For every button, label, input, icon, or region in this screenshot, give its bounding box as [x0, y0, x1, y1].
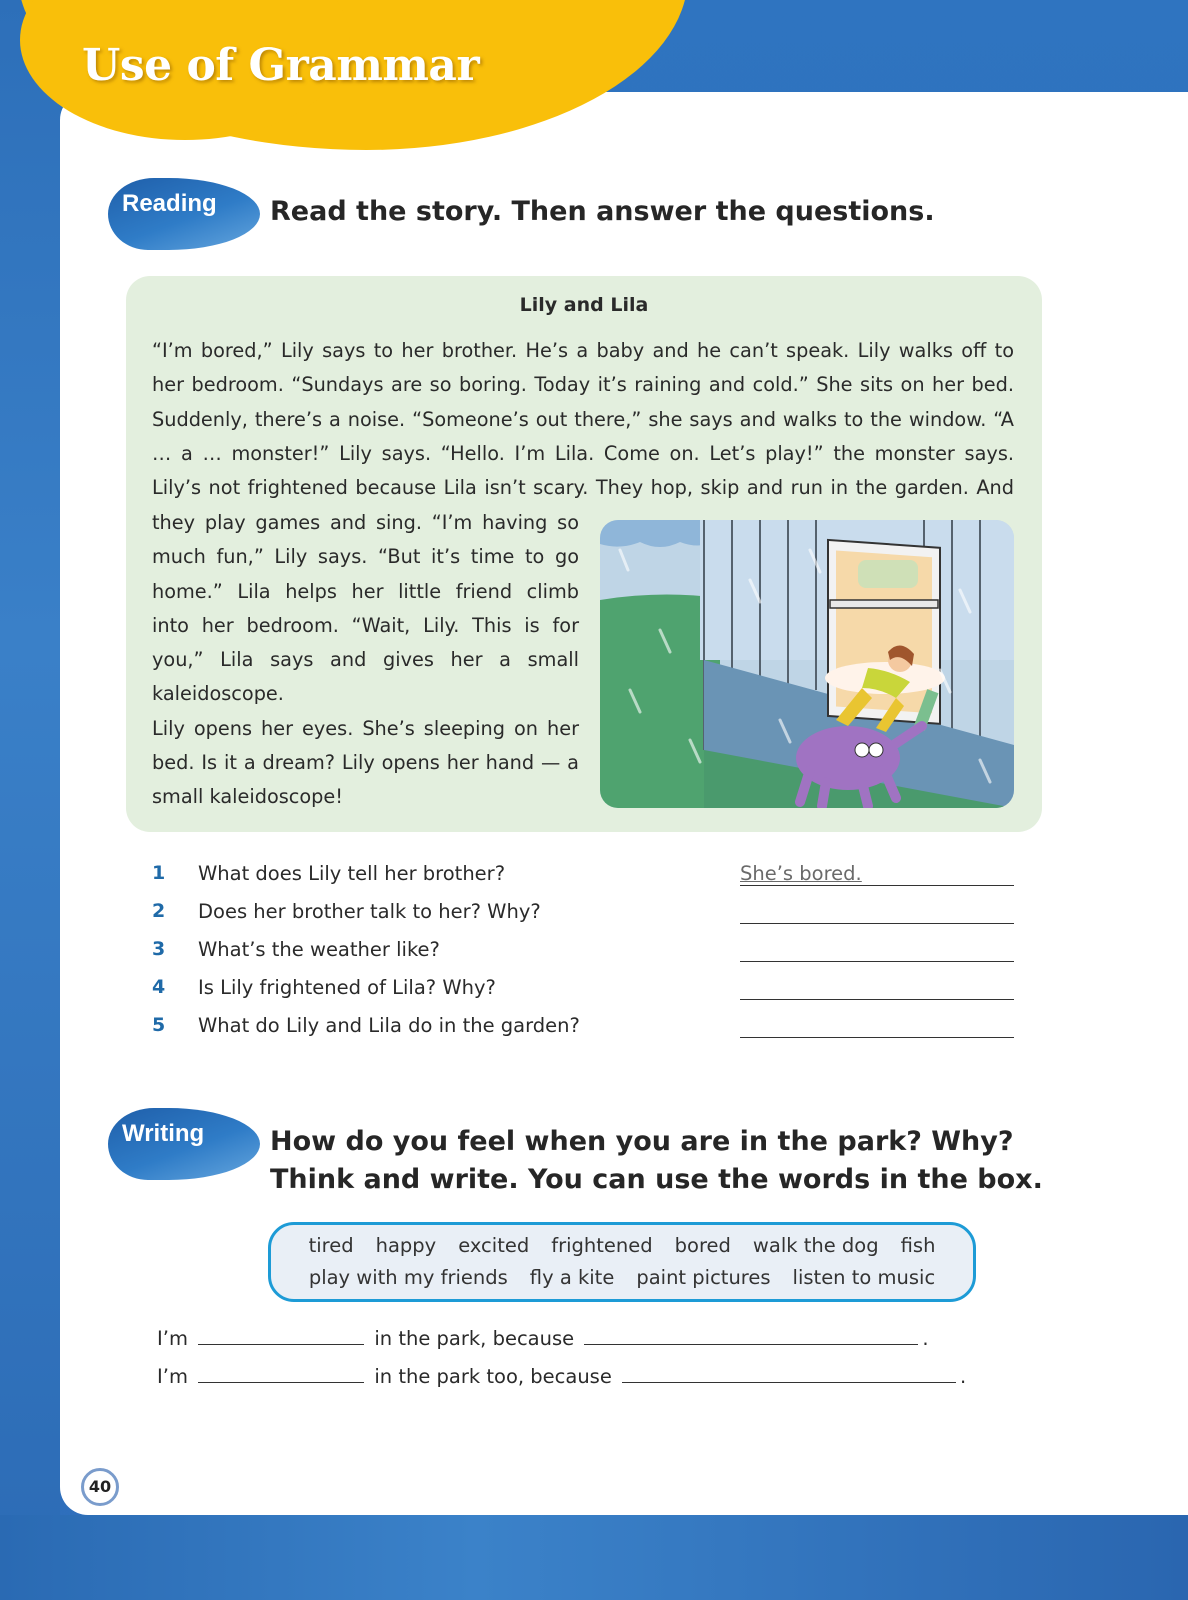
- question-text: What does Lily tell her brother?: [198, 862, 506, 885]
- writing-sentence-1: [157, 1324, 929, 1350]
- answer-example: She’s bored.: [740, 862, 862, 885]
- word-option: fish: [900, 1234, 936, 1257]
- sentence-end: .: [960, 1365, 967, 1388]
- reading-badge-label: Reading: [122, 190, 217, 217]
- question-text: Does her brother talk to her? Why?: [198, 900, 541, 923]
- question-text: What do Lily and Lila do in the garden?: [198, 1014, 580, 1037]
- question-row: [152, 1010, 1032, 1048]
- reading-instruction: Read the story. Then answer the questions.: [270, 196, 935, 227]
- question-number: 4: [152, 976, 166, 998]
- question-row: [152, 896, 1032, 934]
- question-number: 3: [152, 938, 166, 960]
- story-paragraph-column: they play games and sing. “I’m having so much fun,” Lily says. “But it’s time to go home.” Lila helps her little friend climb into her bedroom. “Wait, Lily. This is for you,” Lila says and gives her a small kaleidoscope.: [152, 511, 579, 706]
- page-number: 40: [81, 1468, 119, 1506]
- question-number: 2: [152, 900, 166, 922]
- word-option: frightened: [551, 1234, 653, 1257]
- answer-line[interactable]: [740, 885, 1014, 886]
- question-row: [152, 972, 1032, 1010]
- word-option: play with my friends: [308, 1266, 508, 1289]
- question-text: Is Lily frightened of Lila? Why?: [198, 976, 496, 999]
- feeling-blank[interactable]: [198, 1362, 364, 1383]
- writing-instruction-line1: How do you feel when you are in the park? Why?: [270, 1126, 1014, 1157]
- story-text-top: [152, 334, 1014, 505]
- feeling-blank[interactable]: [198, 1324, 364, 1345]
- answer-line[interactable]: [740, 961, 1014, 962]
- sentence-start: I’m: [157, 1365, 188, 1388]
- illustration-rainy-garden: [600, 520, 1014, 808]
- word-option: bored: [674, 1234, 731, 1257]
- story-paragraph-full: “I’m bored,” Lily says to her brother. He’s a baby and he can’t speak. Lily walks off to her bedroom. “Sundays are so boring. Today it’s raining and cold.” She sits on her bed. Suddenly, there’s a noise. “Someone’s out there,” she says and walks to the window. “A … a … monster!” Lily says. “Hello. I’m Lila. Come on. Let’s play!” the monster says. Lily’s not frightened because Lila isn’t scary. They hop, skip and run in the garden. And: [152, 339, 1014, 500]
- writing-sentence-2: [157, 1362, 966, 1388]
- word-option: paint pictures: [636, 1266, 771, 1289]
- story-paragraph-end: Lily opens her eyes. She’s sleeping on her bed. Is it a dream? Lily opens her hand — a small kaleidoscope!: [152, 716, 579, 809]
- question-number: 1: [152, 862, 166, 884]
- question-text: What’s the weather like?: [198, 938, 440, 961]
- answer-line[interactable]: [740, 999, 1014, 1000]
- word-box-row-1: [271, 1230, 973, 1262]
- background-bottom-band: [0, 1515, 1188, 1600]
- sentence-middle: in the park too, because: [374, 1365, 612, 1388]
- word-option: excited: [458, 1234, 530, 1257]
- question-number: 5: [152, 1014, 166, 1036]
- story-illustration: [600, 520, 1014, 808]
- reason-blank[interactable]: [622, 1362, 956, 1383]
- background-left-strip: [0, 0, 60, 1600]
- question-row: [152, 858, 1032, 896]
- word-option: listen to music: [792, 1266, 936, 1289]
- page-title: Use of Grammar: [82, 40, 480, 91]
- word-option: walk the dog: [752, 1234, 879, 1257]
- word-option: tired: [308, 1234, 354, 1257]
- question-list: [152, 858, 1032, 1048]
- writing-badge-label: Writing: [122, 1120, 205, 1147]
- story-text-column: [152, 506, 579, 815]
- sentence-start: I’m: [157, 1327, 188, 1350]
- word-box: [268, 1222, 976, 1302]
- story-panel: [126, 276, 1042, 832]
- sentence-middle: in the park, because: [374, 1327, 575, 1350]
- answer-line[interactable]: [740, 1037, 1014, 1038]
- question-row: [152, 934, 1032, 972]
- word-option: happy: [375, 1234, 437, 1257]
- sentence-end: .: [922, 1327, 929, 1350]
- word-box-row-2: [271, 1262, 973, 1294]
- reason-blank[interactable]: [584, 1324, 918, 1345]
- writing-instruction-line2: Think and write. You can use the words in the box.: [270, 1164, 1043, 1195]
- story-title: Lily and Lila: [519, 294, 649, 316]
- word-option: fly a kite: [529, 1266, 615, 1289]
- answer-line[interactable]: [740, 923, 1014, 924]
